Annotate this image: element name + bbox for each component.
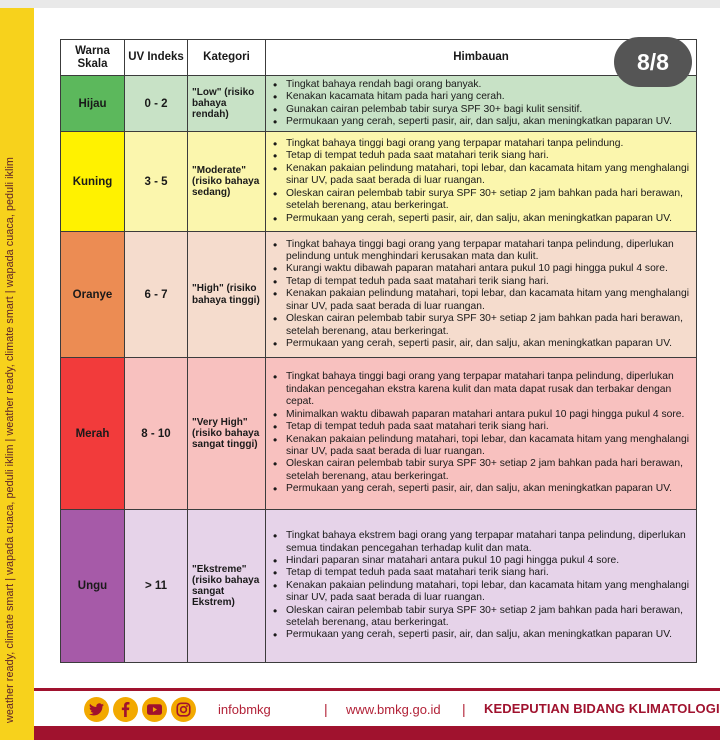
header-uv-indeks: UV Indeks [125,40,188,76]
himbauan-item: • Permukaan yang cerah, seperti pasir, air, dan salju, akan meningkatkan paparan UV. [272,483,691,495]
himbauan-item: • Tingkat bahaya ekstrem bagi orang yang terpapar matahari tanpa pelindung, diperlukan semua tindakan pencegahan terhadap kulit dan mata. [272,530,691,555]
himbauan-item: • Tingkat bahaya tinggi bagi orang yang terpapar matahari tanpa pelindung. [272,138,691,150]
himbauan-list [272,79,691,129]
twitter-icon[interactable] [84,697,109,722]
youtube-icon[interactable] [142,697,167,722]
himbauan-item: • Tingkat bahaya tinggi bagi orang yang terpapar matahari tanpa pelindung, diperlukan tindakan pencegahan ekstra karena kulit dan mata dapat rusak dan terbakar dengan cepat. [272,371,691,408]
himbauan-item: • Permukaan yang cerah, seperti pasir, air, dan salju, akan meningkatkan paparan UV. [272,629,691,641]
himbauan-item: • Kenakan kacamata hitam pada hari yang cerah. [272,91,691,103]
facebook-icon[interactable] [113,697,138,722]
instagram-icon[interactable] [171,697,196,722]
cell-kategori: "Low" (risiko bahaya rendah) [188,76,266,132]
footer-strip [34,726,720,740]
cell-kategori: "Very High" (risiko bahaya sangat tinggi) [188,358,266,510]
himbauan-item: • Oleskan cairan pelembab tabir surya SPF 30+ setiap 2 jam bahkan pada hari berawan, setelah berenang, atau berkeringat. [272,313,691,338]
himbauan-item: • Kenakan pakaian pelindung matahari, topi lebar, dan kacamata hitam yang menghalangi sinar UV, pada saat berada di luar ruangan. [272,163,691,188]
himbauan-item: • Hindari paparan sinar matahari antara pukul 10 pagi hingga pukul 4 sore. [272,555,691,567]
cell-uv-indeks: 0 - 2 [125,76,188,132]
himbauan-item: • Tingkat bahaya tinggi bagi orang yang terpapar matahari tanpa pelindung, diperlukan pelindung untuk menghindari kerusakan mata dan kulit. [272,239,691,264]
himbauan-item: • Kurangi waktu dibawah paparan matahari antara pukul 10 pagi hingga pukul 4 sore. [272,263,691,275]
header-warna-skala: Warna Skala [61,40,125,76]
footer-bar [34,688,720,726]
himbauan-list [272,371,691,495]
himbauan-item: • Oleskan cairan pelembab tabir surya SPF 30+ setiap 2 jam bahkan pada hari berawan, setelah berenang, atau berkeringat. [272,188,691,213]
side-banner [0,8,34,740]
cell-warna: Kuning [61,132,125,232]
top-strip [0,0,720,8]
himbauan-item: • Tetap di tempat teduh pada saat matahari terik siang hari. [272,567,691,579]
himbauan-list [272,530,691,642]
himbauan-item: • Oleskan cairan pelembab tabir surya SPF 30+ setiap 2 jam bahkan pada hari berawan, setelah berenang, atau berkeringat. [272,605,691,630]
himbauan-item: • Gunakan cairan pelembab tabir surya SPF 30+ bagi kulit sensitif. [272,104,691,116]
table-row-merah [61,358,697,510]
cell-uv-indeks: > 11 [125,510,188,663]
cell-warna: Merah [61,358,125,510]
cell-himbauan [266,132,697,232]
himbauan-item: • Minimalkan waktu dibawah paparan matahari antara pukul 10 pagi hingga pukul 4 sore. [272,409,691,421]
header-kategori: Kategori [188,40,266,76]
table-row-ungu [61,510,697,663]
cell-warna: Oranye [61,232,125,358]
footer-separator: | [462,701,466,717]
himbauan-item: • Kenakan pakaian pelindung matahari, topi lebar, dan kacamata hitam yang menghalangi sinar UV, pada saat berada di luar ruangan. [272,434,691,459]
cell-uv-indeks: 3 - 5 [125,132,188,232]
social-icons [84,697,196,722]
cell-kategori: "High" (risiko bahaya tinggi) [188,232,266,358]
table-row-kuning [61,132,697,232]
himbauan-item: • Kenakan pakaian pelindung matahari, topi lebar, dan kacamata hitam yang menghalangi sinar UV, pada saat berada di luar ruangan. [272,288,691,313]
header-himbauan: Himbauan [266,40,697,76]
cell-uv-indeks: 8 - 10 [125,358,188,510]
himbauan-item: • Tingkat bahaya rendah bagi orang banyak. [272,79,691,91]
himbauan-item: • Kenakan pakaian pelindung matahari, topi lebar, dan kacamata hitam yang menghalangi sinar UV, pada saat berada di luar ruangan. [272,580,691,605]
footer-handle[interactable]: infobmkg [218,702,271,717]
cell-uv-indeks: 6 - 7 [125,232,188,358]
himbauan-item: • Tetap di tempat teduh pada saat matahari terik siang hari. [272,150,691,162]
himbauan-list [272,239,691,351]
table-row-hijau [61,76,697,132]
cell-warna: Ungu [61,510,125,663]
cell-kategori: "Moderate" (risiko bahaya sedang) [188,132,266,232]
cell-himbauan [266,358,697,510]
himbauan-item: • Oleskan cairan pelembab tabir surya SPF 30+ setiap 2 jam bahkan pada hari berawan, setelah berenang, atau berkeringat. [272,458,691,483]
footer-separator: | [324,701,328,717]
footer-department: KEDEPUTIAN BIDANG KLIMATOLOGI [484,701,720,716]
himbauan-item: • Permukaan yang cerah, seperti pasir, air, dan salju, akan meningkatkan paparan UV. [272,116,691,128]
cell-himbauan [266,510,697,663]
table-row-oranye [61,232,697,358]
cell-himbauan [266,232,697,358]
side-slogan-text: weather ready, climate smart | wapada cuaca, peduli iklim | weather ready, climate smart | wapada cuaca, peduli iklim [4,157,16,723]
footer-website-link[interactable]: www.bmkg.go.id [346,702,441,717]
cell-warna: Hijau [61,76,125,132]
uv-index-table [60,39,697,663]
himbauan-list [272,138,691,225]
slide-counter-badge: 8/8 [614,37,692,87]
cell-kategori: "Ekstreme" (risiko bahaya sangat Ekstrem) [188,510,266,663]
himbauan-item: • Permukaan yang cerah, seperti pasir, air, dan salju, akan meningkatkan paparan UV. [272,213,691,225]
himbauan-item: • Tetap di tempat teduh pada saat matahari terik siang hari. [272,421,691,433]
himbauan-item: • Tetap di tempat teduh pada saat matahari terik siang hari. [272,276,691,288]
himbauan-item: • Permukaan yang cerah, seperti pasir, air, dan salju, akan meningkatkan paparan UV. [272,338,691,350]
table-header-row [61,40,697,76]
